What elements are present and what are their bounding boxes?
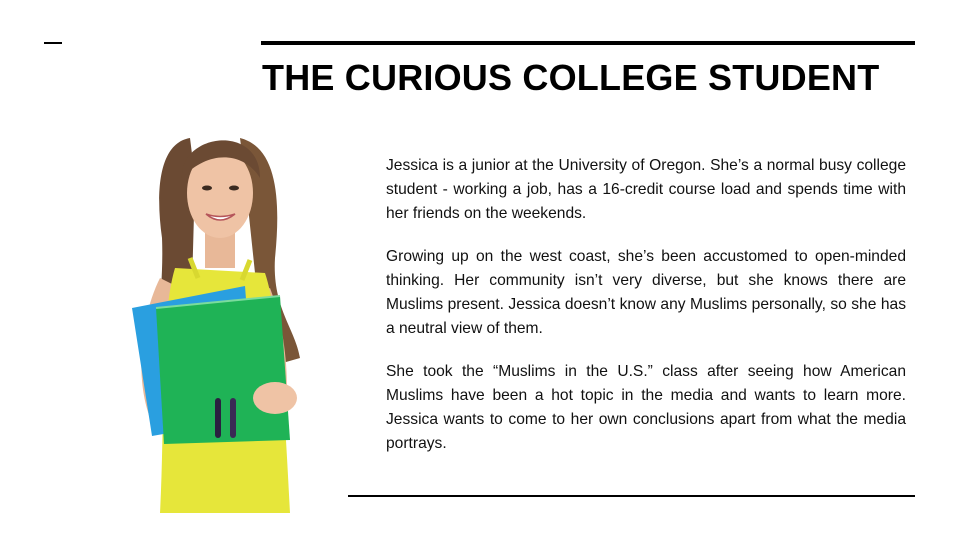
student-photo	[120, 118, 320, 513]
body-text	[386, 154, 906, 475]
paragraph-class: She took the “Muslims in the U.S.” class after seeing how American Muslims have been a hot topic in the media and wants to learn more. Jessica wants to come to her own conclusions apart from what the media portrays.	[386, 363, 906, 452]
title-rule	[261, 41, 915, 45]
paragraph-intro: Jessica is a junior at the University of Oregon. She’s a normal busy college student - working a job, has a 16-credit course load and spends time with her friends on the weekends.	[386, 157, 906, 222]
bottom-rule	[348, 495, 915, 497]
slide-title: THE CURIOUS COLLEGE STUDENT	[262, 57, 880, 98]
paragraph-background: Growing up on the west coast, she’s been accustomed to open-minded thinking. Her community isn’t very diverse, but she knows there are Muslims present. Jessica doesn’t know any Muslims personally, so she has a neutral view of them.	[386, 248, 906, 337]
corner-dash	[44, 42, 62, 44]
